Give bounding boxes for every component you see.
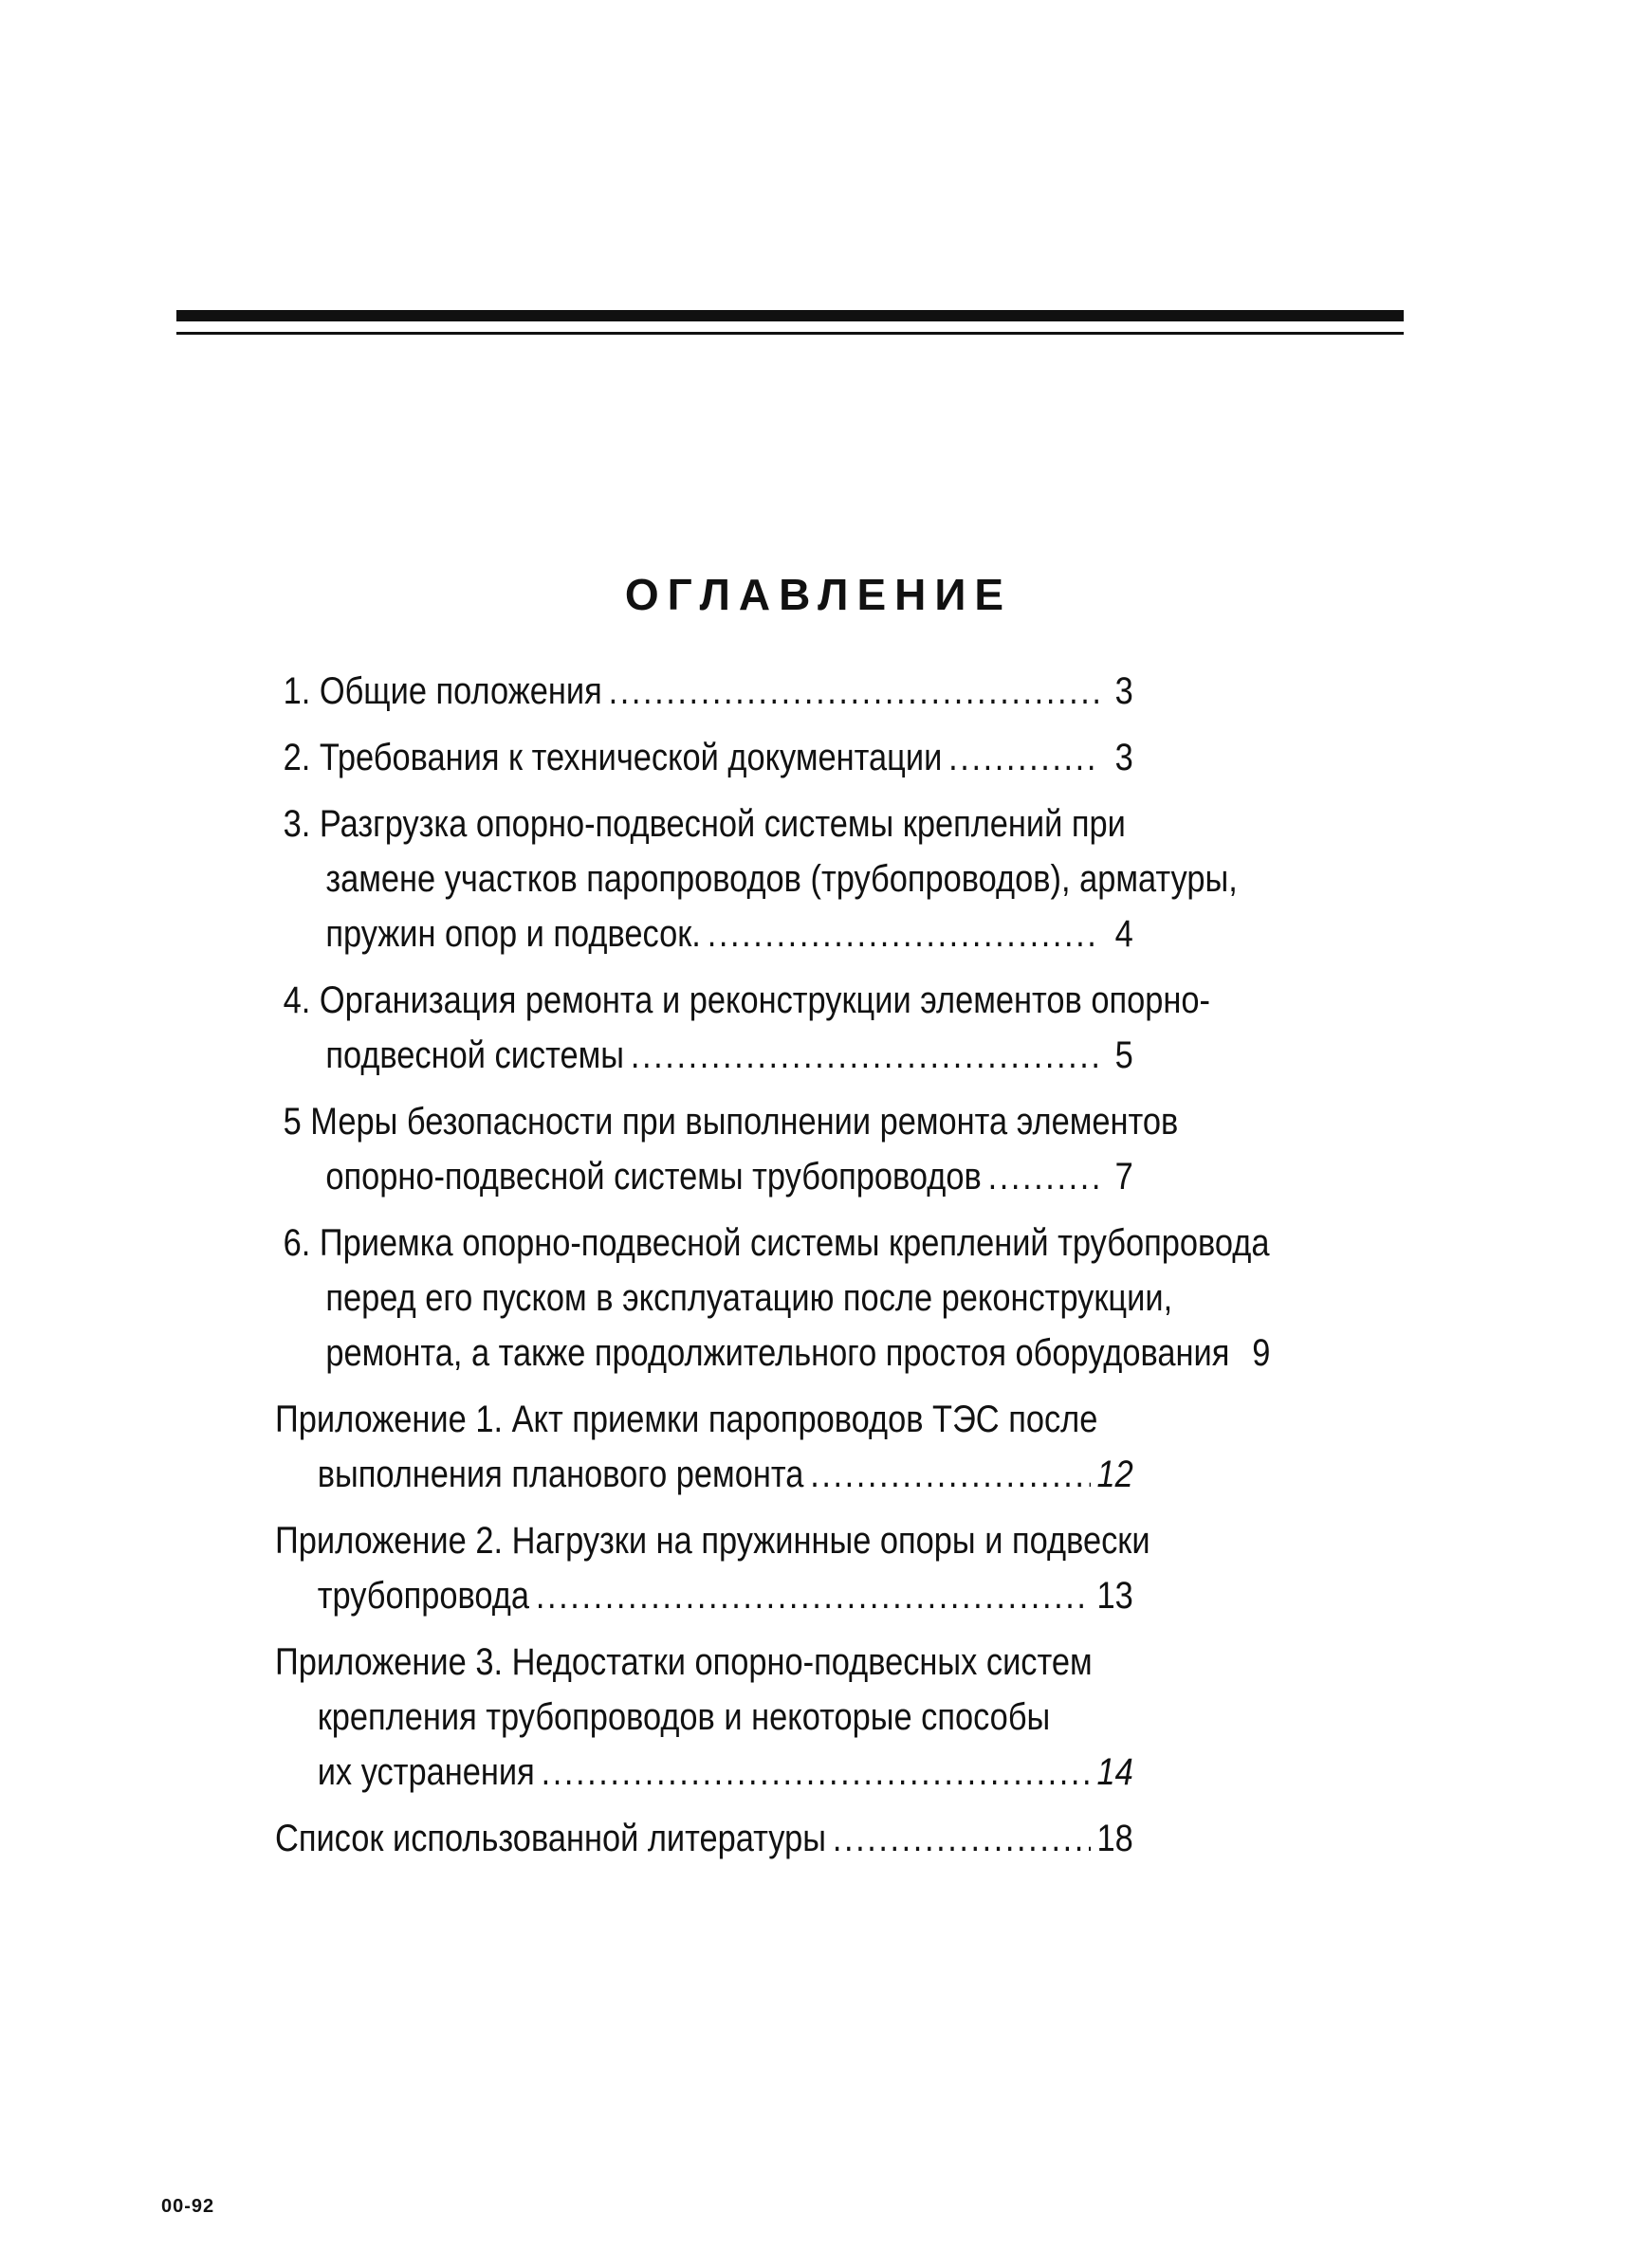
toc-entry-line (275, 1513, 1150, 1568)
toc-entry-line (284, 906, 1133, 961)
toc-entry-text: Приложение 1. Акт приемки паропроводов ТЭС после (275, 1399, 1098, 1440)
toc-entry-line (283, 1094, 1179, 1149)
toc-entry-text: 6. Приемка опорно-подвесной системы креплений трубопровода (283, 1222, 1270, 1264)
toc-entry-line (284, 851, 1238, 906)
toc-dot-leader (833, 1811, 1091, 1866)
toc-page-number: 5 (1114, 1034, 1133, 1076)
toc-entry-line (275, 1811, 1133, 1866)
toc-entry-line (275, 1447, 1133, 1502)
toc-page-number: 18 (1096, 1818, 1133, 1859)
toc-entry-text: выполнения планового ремонта (317, 1454, 804, 1495)
toc-entry (275, 1811, 1133, 1866)
toc-entry-line (275, 1690, 1133, 1745)
toc-entry-text: трубопровода (317, 1575, 530, 1617)
toc-entry-line (283, 1216, 1270, 1271)
top-rule-thin (176, 332, 1404, 335)
toc-entry (284, 664, 1133, 719)
toc-entry-text: замене участков паропроводов (трубопроводов), арматуры, (325, 858, 1238, 900)
toc-entry (283, 1216, 1271, 1381)
toc-entry-text: Приложение 3. Недостатки опорно-подвесных систем (275, 1641, 1093, 1683)
toc-entry-line (284, 1028, 1133, 1083)
toc-entry-line (275, 1745, 1133, 1800)
toc-dot-leader (631, 1028, 1099, 1083)
toc-entry-line (275, 1392, 1133, 1447)
toc-dot-leader (810, 1447, 1090, 1502)
toc-entry-text: опорно-подвесной системы трубопроводов (325, 1156, 982, 1198)
toc-dot-leader (609, 664, 1099, 719)
toc-entry-text: их устранения (317, 1751, 535, 1793)
toc-entry-line (284, 664, 1133, 719)
toc-page-number: 7 (1114, 1156, 1133, 1198)
toc-entry-line (284, 1326, 1271, 1381)
toc-entry-text: крепления трубопроводов и некоторые способы (317, 1696, 1051, 1738)
toc-page-number: 9 (1252, 1332, 1271, 1374)
toc-entry-text: 3. Разгрузка опорно-подвесной системы креплений при (283, 803, 1126, 845)
toc-entry-text: Приложение 2. Нагрузки на пружинные опоры и подвески (275, 1520, 1150, 1562)
top-rule-thick (176, 310, 1404, 321)
toc-entry-line (284, 1149, 1133, 1204)
toc-entry (283, 1094, 1179, 1204)
toc-entry-text: подвесной системы (325, 1034, 625, 1076)
toc-entry-line (275, 1635, 1133, 1690)
toc-page-number: 3 (1114, 737, 1133, 778)
toc-entry (283, 796, 1238, 961)
toc-entry-text: Список использованной литературы (275, 1818, 826, 1859)
toc-page-number: 12 (1096, 1454, 1133, 1495)
toc-entry-line (275, 1568, 1133, 1623)
toc-entry-line (284, 1271, 1173, 1326)
toc-title: ОГЛАВЛЕНИЕ (624, 570, 1013, 619)
toc-dot-leader (536, 1568, 1091, 1623)
toc-entry (275, 1635, 1133, 1800)
toc-dot-leader (542, 1745, 1091, 1800)
toc-entry (284, 730, 1133, 785)
toc-entry (275, 1392, 1133, 1502)
toc-entry-text: 1. Общие положения (283, 670, 602, 712)
toc-entry (275, 1513, 1150, 1623)
toc-entry-text: 4. Организация ремонта и реконструкции элементов опорно- (283, 979, 1210, 1021)
toc-page-number: 14 (1096, 1751, 1133, 1793)
table-of-contents (275, 664, 1271, 1877)
footer-code: 00-92 (161, 2196, 215, 2217)
toc-dot-leader (948, 730, 1098, 785)
toc-page-number: 3 (1114, 670, 1133, 712)
toc-entry (283, 973, 1210, 1083)
toc-entry-text: пружин опор и подвесок. (325, 913, 701, 955)
toc-page-number: 4 (1114, 913, 1133, 955)
toc-dot-leader (988, 1149, 1099, 1204)
toc-entry-line (283, 973, 1210, 1028)
toc-entry-line (284, 730, 1133, 785)
toc-entry-text: 5 Меры безопасности при выполнении ремонта элементов (283, 1101, 1179, 1143)
toc-entry-text: 2. Требования к технической документации (283, 737, 943, 778)
toc-entry-text: ремонта, а также продолжительного простоя оборудования (325, 1332, 1230, 1374)
toc-dot-leader (708, 906, 1099, 961)
toc-page-number: 13 (1096, 1575, 1133, 1617)
toc-entry-text: перед его пуском в эксплуатацию после реконструкции, (325, 1277, 1173, 1319)
toc-entry-line (284, 796, 1133, 851)
